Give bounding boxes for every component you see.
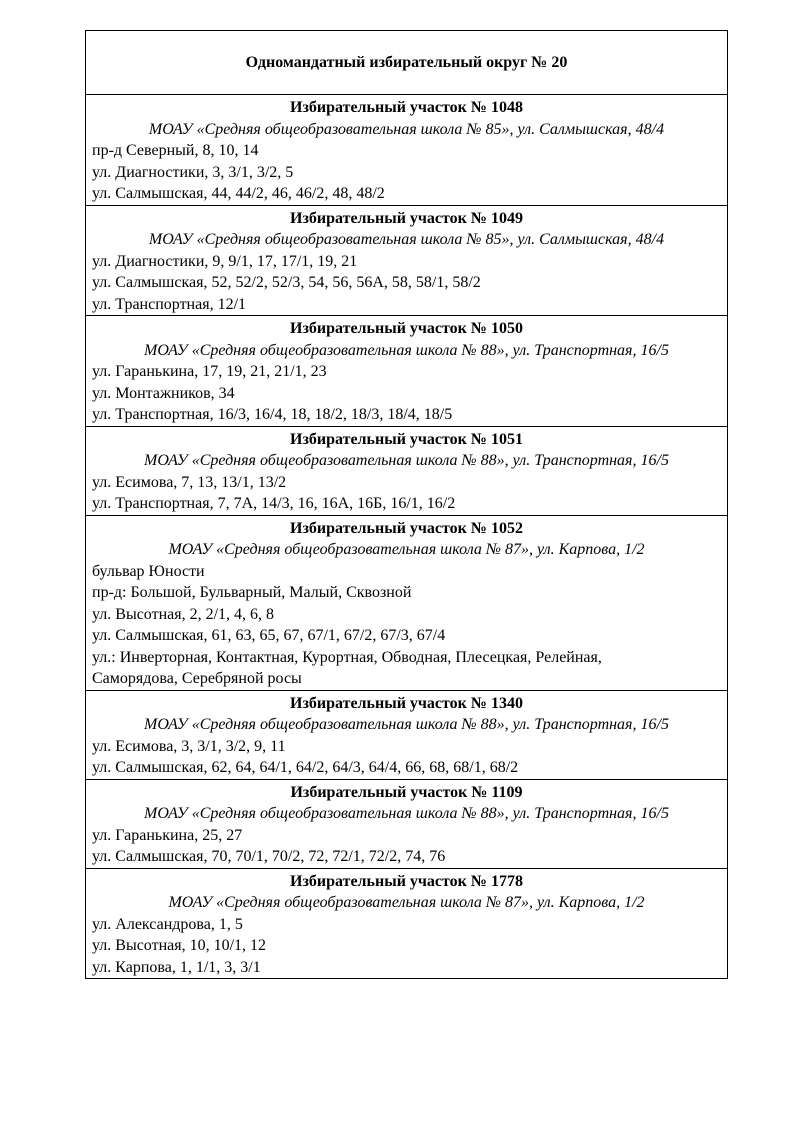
address-line: ул. Карпова, 1, 1/1, 3, 3/1 (92, 958, 261, 976)
precinct-title: Избирательный участок № 1049 (290, 209, 523, 227)
address-line: ул. Салмышская, 61, 63, 65, 67, 67/1, 67/2, 67/3, 67/4 (92, 627, 446, 644)
precinct-row (86, 316, 728, 427)
address-line: ул. Монтажников, 34 (92, 384, 235, 402)
address-line: ул. Диагностики, 3, 3/1, 3/2, 5 (92, 163, 294, 181)
precinct-cell (86, 779, 728, 868)
address-line: бульвар Юности (92, 562, 205, 580)
address-line: ул. Транспортная, 12/1 (92, 295, 247, 313)
district-header-row (86, 31, 728, 95)
address-line: пр-д Северный, 8, 10, 14 (92, 142, 259, 159)
address-line: ул. Гаранькина, 25, 27 (92, 826, 243, 844)
precinct-title: Избирательный участок № 1340 (290, 694, 523, 712)
precinct-cell (86, 205, 728, 316)
precinct-venue: МОАУ «Средняя общеобразовательная школа № 87», ул. Карпова, 1/2 (168, 894, 645, 911)
precinct-title: Избирательный участок № 1050 (290, 320, 523, 337)
precinct-row (86, 868, 728, 979)
precinct-venue: МОАУ «Средняя общеобразовательная школа № 87», ул. Карпова, 1/2 (168, 541, 645, 558)
precinct-cell (86, 95, 728, 206)
precinct-title: Избирательный участок № 1052 (290, 519, 523, 537)
address-line: ул. Гаранькина, 17, 19, 21, 21/1, 23 (92, 363, 327, 380)
address-line: ул.: Инверторная, Контактная, Курортная, Обводная, Плесецкая, Релейная, (92, 648, 602, 666)
address-line: ул. Диагностики, 9, 9/1, 17, 17/1, 19, 21 (92, 252, 358, 270)
address-line: ул. Салмышская, 52, 52/2, 52/3, 54, 56, 56А, 58, 58/1, 58/2 (92, 274, 481, 291)
precinct-cell (86, 426, 728, 515)
address-line: ул. Транспортная, 16/3, 16/4, 18, 18/2, 18/3, 18/4, 18/5 (92, 406, 453, 423)
precinct-venue: МОАУ «Средняя общеобразовательная школа № 88», ул. Транспортная, 16/5 (144, 452, 669, 469)
district-title: Одномандатный избирательный округ № 20 (86, 31, 728, 95)
address-line: ул. Есимова, 3, 3/1, 3/2, 9, 11 (92, 737, 286, 755)
precinct-cell (86, 868, 728, 979)
precinct-title: Избирательный участок № 1109 (290, 783, 523, 801)
address-line: Саморядова, Серебряной росы (92, 670, 302, 687)
precinct-cell (86, 515, 728, 690)
address-line: ул. Салмышская, 62, 64, 64/1, 64/2, 64/3, 64/4, 66, 68, 68/1, 68/2 (92, 759, 519, 776)
precinct-row (86, 515, 728, 690)
precinct-venue: МОАУ «Средняя общеобразовательная школа № 85», ул. Салмышская, 48/4 (148, 231, 665, 248)
precinct-venue: МОАУ «Средняя общеобразовательная школа № 88», ул. Транспортная, 16/5 (144, 716, 669, 733)
precinct-cell (86, 690, 728, 779)
precinct-title: Избирательный участок № 1048 (290, 99, 523, 116)
precinct-row (86, 205, 728, 316)
precinct-row (86, 426, 728, 515)
precinct-row (86, 779, 728, 868)
precinct-title: Избирательный участок № 1051 (290, 430, 523, 448)
document-page (85, 30, 728, 979)
address-line: ул. Салмышская, 44, 44/2, 46, 46/2, 48, 48/2 (92, 185, 385, 202)
address-line: ул. Есимова, 7, 13, 13/1, 13/2 (92, 473, 287, 491)
address-line: ул. Высотная, 2, 2/1, 4, 6, 8 (92, 605, 275, 623)
district-table (85, 30, 728, 979)
address-line: ул. Салмышская, 70, 70/1, 70/2, 72, 72/1, 72/2, 74, 76 (92, 848, 446, 865)
address-line: ул. Транспортная, 7, 7А, 14/3, 16, 16А, 16Б, 16/1, 16/2 (92, 495, 456, 512)
precinct-venue: МОАУ «Средняя общеобразовательная школа № 85», ул. Салмышская, 48/4 (148, 120, 665, 138)
precinct-title: Избирательный участок № 1778 (290, 872, 523, 890)
precinct-row (86, 690, 728, 779)
precinct-cell (86, 316, 728, 427)
precinct-venue: МОАУ «Средняя общеобразовательная школа № 88», ул. Транспортная, 16/5 (144, 341, 669, 359)
precinct-venue: МОАУ «Средняя общеобразовательная школа № 88», ул. Транспортная, 16/5 (144, 805, 669, 822)
address-line: ул. Высотная, 10, 10/1, 12 (92, 937, 267, 954)
precinct-row (86, 95, 728, 206)
address-line: пр-д: Большой, Бульварный, Малый, Сквозной (92, 584, 412, 601)
address-line: ул. Александрова, 1, 5 (92, 915, 243, 933)
